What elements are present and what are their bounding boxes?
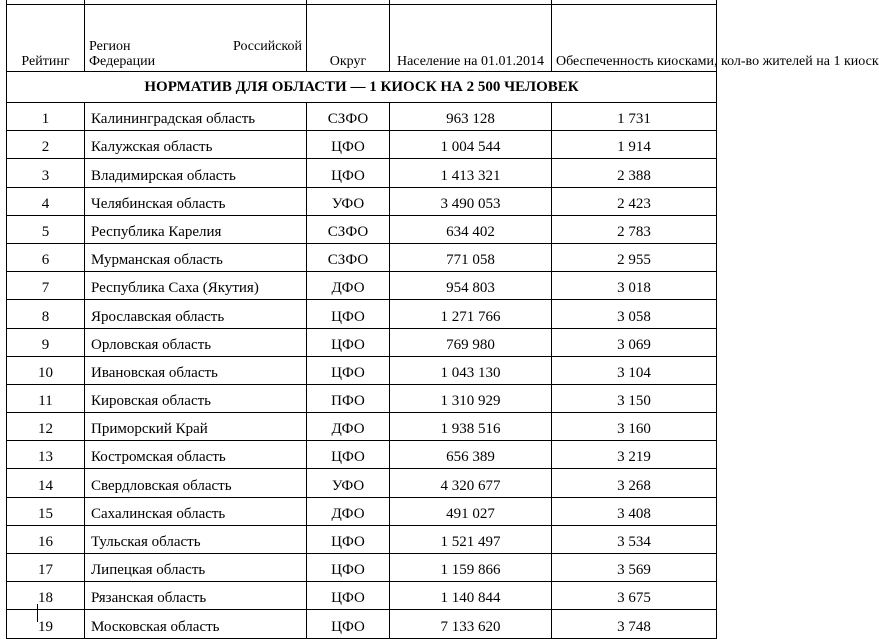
coverage-cell: 3 675 (552, 582, 717, 610)
coverage-cell: 3 748 (552, 610, 717, 638)
rank-cell: 13 (7, 441, 85, 469)
population-cell: 634 402 (390, 215, 552, 243)
kiosk-coverage-table (6, 4, 879, 639)
coverage-cell: 1 731 (552, 103, 717, 131)
rank-cell: 4 (7, 187, 85, 215)
table-row (7, 384, 717, 412)
table-row (7, 582, 717, 610)
population-cell: 4 320 677 (390, 469, 552, 497)
region-cell: Приморский Край (85, 413, 307, 441)
table-row (7, 131, 717, 159)
district-cell: СЗФО (307, 103, 390, 131)
table-row (7, 103, 717, 131)
district-cell: ЦФО (307, 300, 390, 328)
region-cell: Кировская область (85, 384, 307, 412)
coverage-cell: 3 069 (552, 328, 717, 356)
coverage-cell: 3 569 (552, 554, 717, 582)
rank-cell: 9 (7, 328, 85, 356)
rank-cell: 1 (7, 103, 85, 131)
district-cell: ДФО (307, 497, 390, 525)
population-cell: 1 938 516 (390, 413, 552, 441)
region-cell: Тульская область (85, 525, 307, 553)
population-cell: 1 413 321 (390, 159, 552, 187)
population-cell: 1 521 497 (390, 525, 552, 553)
header-coverage: Обеспеченность киосками, кол-во жителей на 1 киоск (552, 5, 717, 72)
coverage-cell: 3 534 (552, 525, 717, 553)
rank-cell: 3 (7, 159, 85, 187)
table-row (7, 413, 717, 441)
population-cell: 769 980 (390, 328, 552, 356)
header-row (7, 5, 717, 72)
rank-cell: 2 (7, 131, 85, 159)
population-cell: 1 310 929 (390, 384, 552, 412)
coverage-cell: 2 783 (552, 215, 717, 243)
population-cell: 963 128 (390, 103, 552, 131)
district-cell: ЦФО (307, 610, 390, 638)
table-row (7, 159, 717, 187)
district-cell: ЦФО (307, 159, 390, 187)
coverage-cell: 2 388 (552, 159, 717, 187)
coverage-cell: 3 219 (552, 441, 717, 469)
header-region-word1: Регион (89, 39, 131, 54)
district-cell: ПФО (307, 384, 390, 412)
district-cell: ЦФО (307, 356, 390, 384)
table-row (7, 243, 717, 271)
table-row (7, 356, 717, 384)
rank-cell: 11 (7, 384, 85, 412)
region-cell: Мурманская область (85, 243, 307, 271)
table-row (7, 272, 717, 300)
region-cell: Сахалинская область (85, 497, 307, 525)
region-cell: Владимирская область (85, 159, 307, 187)
district-cell: ЦФО (307, 582, 390, 610)
region-cell: Калининградская область (85, 103, 307, 131)
population-cell: 491 027 (390, 497, 552, 525)
region-cell: Ивановская область (85, 356, 307, 384)
rank-cell: 18 (7, 582, 85, 610)
district-cell: ЦФО (307, 554, 390, 582)
population-cell: 1 271 766 (390, 300, 552, 328)
table-row (7, 554, 717, 582)
rank-cell: 12 (7, 413, 85, 441)
population-cell: 3 490 053 (390, 187, 552, 215)
region-cell: Костромская область (85, 441, 307, 469)
district-cell: ЦФО (307, 131, 390, 159)
population-cell: 1 140 844 (390, 582, 552, 610)
coverage-cell: 3 268 (552, 469, 717, 497)
rank-cell: 17 (7, 554, 85, 582)
district-cell: УФО (307, 187, 390, 215)
table-row (7, 328, 717, 356)
district-cell: СЗФО (307, 215, 390, 243)
region-cell: Липецкая область (85, 554, 307, 582)
rank-cell: 5 (7, 215, 85, 243)
rank-cell: 19 (7, 610, 85, 638)
coverage-cell: 2 423 (552, 187, 717, 215)
population-cell: 1 159 866 (390, 554, 552, 582)
header-region-word2: Российской (233, 39, 302, 54)
table-row (7, 215, 717, 243)
district-cell: УФО (307, 469, 390, 497)
population-cell: 1 043 130 (390, 356, 552, 384)
coverage-cell: 3 150 (552, 384, 717, 412)
header-rank: Рейтинг (7, 5, 85, 72)
region-cell: Республика Карелия (85, 215, 307, 243)
rank-cell: 10 (7, 356, 85, 384)
table-row (7, 469, 717, 497)
header-population: Население на 01.01.2014 (390, 5, 552, 72)
region-cell: Ярославская область (85, 300, 307, 328)
rank-cell: 16 (7, 525, 85, 553)
district-cell: ЦФО (307, 328, 390, 356)
coverage-cell: 3 018 (552, 272, 717, 300)
header-region (85, 5, 307, 72)
rank-cell: 15 (7, 497, 85, 525)
rank-cell: 7 (7, 272, 85, 300)
coverage-cell: 3 160 (552, 413, 717, 441)
table-row (7, 300, 717, 328)
population-cell: 7 133 620 (390, 610, 552, 638)
norm-row (7, 72, 717, 103)
population-cell: 954 803 (390, 272, 552, 300)
district-cell: ДФО (307, 413, 390, 441)
region-cell: Рязанская область (85, 582, 307, 610)
coverage-cell: 2 955 (552, 243, 717, 271)
district-cell: СЗФО (307, 243, 390, 271)
rank-cell: 8 (7, 300, 85, 328)
table-row (7, 187, 717, 215)
text-cursor (37, 604, 38, 622)
region-cell: Орловская область (85, 328, 307, 356)
region-cell: Свердловская область (85, 469, 307, 497)
region-cell: Челябинская область (85, 187, 307, 215)
rank-cell: 14 (7, 469, 85, 497)
region-cell: Калужская область (85, 131, 307, 159)
region-cell: Республика Саха (Якутия) (85, 272, 307, 300)
coverage-cell: 3 058 (552, 300, 717, 328)
region-cell: Московская область (85, 610, 307, 638)
norm-text: НОРМАТИВ ДЛЯ ОБЛАСТИ — 1 КИОСК НА 2 500 ЧЕЛОВЕК (7, 72, 717, 103)
table-row (7, 497, 717, 525)
table-row (7, 610, 717, 638)
district-cell: ЦФО (307, 441, 390, 469)
table-row (7, 441, 717, 469)
coverage-cell: 3 408 (552, 497, 717, 525)
population-cell: 771 058 (390, 243, 552, 271)
coverage-cell: 1 914 (552, 131, 717, 159)
header-district: Округ (307, 5, 390, 72)
district-cell: ДФО (307, 272, 390, 300)
population-cell: 1 004 544 (390, 131, 552, 159)
district-cell: ЦФО (307, 525, 390, 553)
coverage-cell: 3 104 (552, 356, 717, 384)
population-cell: 656 389 (390, 441, 552, 469)
table-row (7, 525, 717, 553)
header-region-line2: Федерации (89, 54, 156, 69)
rank-cell: 6 (7, 243, 85, 271)
